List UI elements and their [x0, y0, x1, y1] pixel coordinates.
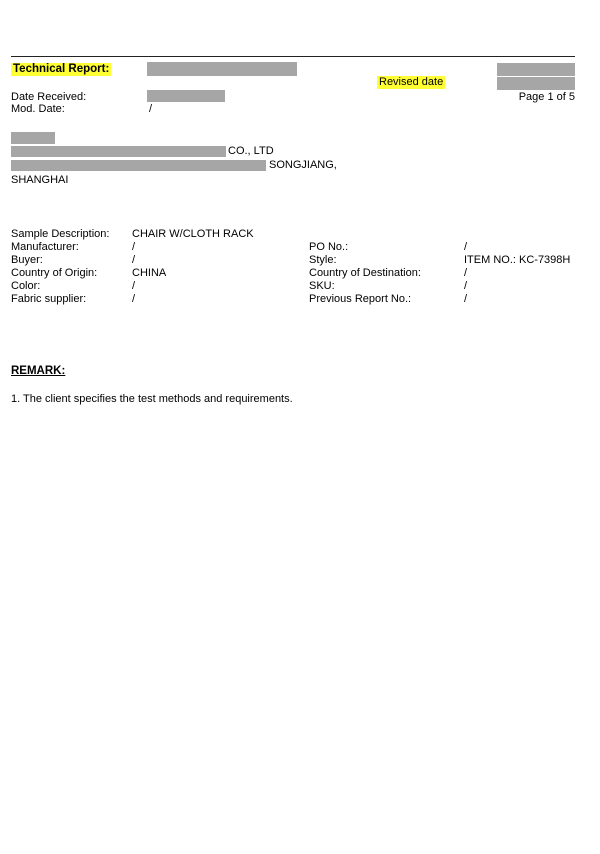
date-received-redaction	[147, 90, 225, 102]
remark-item: 1. The client specifies the test methods and requirements.	[11, 393, 293, 405]
fabric-supplier-label: Fabric supplier:	[11, 293, 87, 305]
date-received-label: Date Received:	[11, 91, 87, 103]
previous-report-no-value: /	[464, 293, 468, 305]
report-number-redaction	[147, 62, 297, 76]
company-suffix: CO., LTD	[228, 145, 274, 157]
po-no-value: /	[464, 241, 468, 253]
manufacturer-value: /	[132, 241, 136, 253]
buyer-value: /	[132, 254, 136, 266]
style-value: ITEM NO.: KC-7398H	[464, 254, 571, 266]
revised-date-redaction-2	[497, 77, 575, 90]
revised-date-label: Revised date	[379, 76, 444, 88]
fabric-supplier-value: /	[132, 293, 136, 305]
mod-date-value: /	[149, 103, 153, 115]
revised-date-redaction-1	[497, 63, 575, 76]
sample-description-label: Sample Description:	[11, 228, 110, 240]
sample-description-value: CHAIR W/CLOTH RACK	[132, 228, 254, 240]
address-redaction	[11, 160, 266, 171]
applicant-name-redaction	[11, 132, 55, 144]
page-number: Page 1 of 5	[518, 91, 575, 103]
previous-report-no-label: Previous Report No.:	[309, 293, 412, 305]
po-no-label: PO No.:	[309, 241, 349, 253]
country-of-origin-value: CHINA	[132, 267, 167, 279]
sku-label: SKU:	[309, 280, 335, 292]
sku-value: /	[464, 280, 468, 292]
company-name-redaction	[11, 146, 226, 157]
remark-heading: REMARK:	[11, 365, 66, 377]
country-of-destination-label: Country of Destination:	[309, 267, 421, 279]
city: SHANGHAI	[11, 174, 69, 186]
country-of-destination-value: /	[464, 267, 468, 279]
color-value: /	[132, 280, 136, 292]
technical-report-label: Technical Report:	[13, 63, 110, 75]
mod-date-label: Mod. Date:	[11, 103, 65, 115]
address-suffix: SONGJIANG,	[269, 159, 337, 171]
style-label: Style:	[309, 254, 337, 266]
country-of-origin-label: Country of Origin:	[11, 267, 98, 279]
header-rule	[11, 56, 575, 57]
manufacturer-label: Manufacturer:	[11, 241, 79, 253]
buyer-label: Buyer:	[11, 254, 43, 266]
color-label: Color:	[11, 280, 41, 292]
